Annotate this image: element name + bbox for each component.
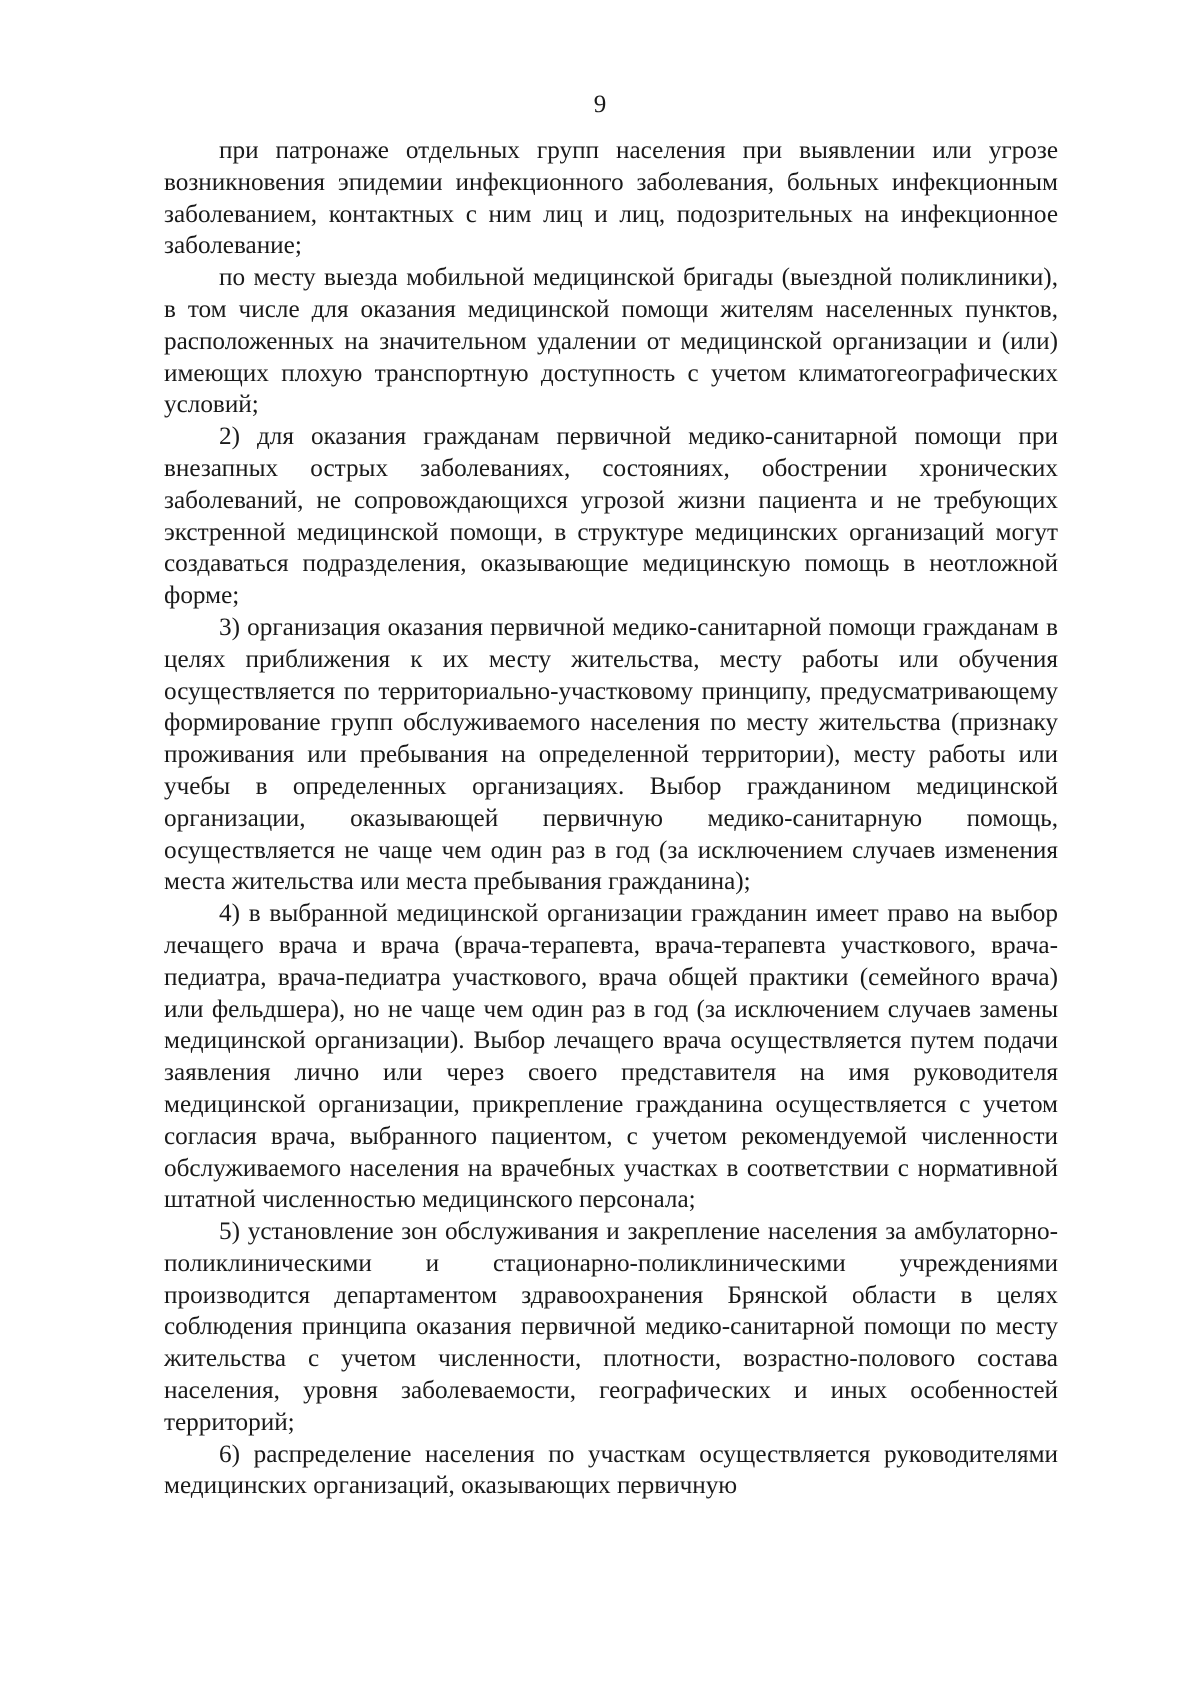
paragraph-item-4: 4) в выбранной медицинской организации гражданин имеет право на выбор лечащего врача и врача (врача-терапевта, врача-терапевта участкового, врача-педиатра, врача-педиатра участкового, врача общей практики (семейного врача) или фельдшера), но не чаще чем один раз в год (за исключением случаев замены медицинской организации). Выбор лечащего врача осуществляется путем подачи заявления лично или через своего представителя на имя руководителя медицинской организации, прикрепление гражданина осуществляется с учетом согласия врача, выбранного пациентом, с учетом рекомендуемой численности обслуживаемого населения на врачебных участках в соответствии с нормативной штатной численностью медицинского персонала; (164, 900, 1058, 1214)
paragraph-item-5: 5) установление зон обслуживания и закрепление населения за амбулаторно-поликлиническими и стационарно-поликлиническими учреждениями производится департаментом здравоохранения Брянской области в целях соблюдения принципа оказания первичной медико-санитарной помощи по месту жительства с учетом численности, плотности, возрастно-полового состава населения, уровня заболеваемости, географических и иных особенностей территорий; (164, 1218, 1058, 1436)
paragraph-patronage: при патронаже отдельных групп населения при выявлении или угрозе возникновения эпидемии инфекционного заболевания, больных инфекционным заболеванием, контактных с ним лиц и лиц, подозрительных на инфекционное заболевание; (164, 137, 1058, 260)
paragraph-item-2: 2) для оказания гражданам первичной медико-санитарной помощи при внезапных острых заболеваниях, состояниях, обострении хронических заболеваний, не сопровождающихся угрозой жизни пациента и не требующих экстренной медицинской помощи, в структуре медицинских организаций могут создаваться подразделения, оказывающие медицинскую помощь в неотложной форме; (164, 423, 1058, 610)
document-body (164, 135, 1058, 1502)
paragraph-item-6: 6) распределение населения по участкам осуществляется руководителями медицинских организаций, оказывающих первичную (164, 1440, 1058, 1500)
paragraph-mobile-brigade: по месту выезда мобильной медицинской бригады (выездной поликлиники), в том числе для оказания медицинской помощи жителям населенных пунктов, расположенных на значительном удалении от медицинской организации и (или) имеющих плохую транспортную доступность с учетом климатогеографических условий; (164, 264, 1058, 419)
paragraph-item-3: 3) организация оказания первичной медико-санитарной помощи гражданам в целях приближения к их месту жительства, месту работы или обучения осуществляется по территориально-участковому принципу, предусматривающему формирование групп обслуживаемого населения по месту жительства (признаку проживания или пребывания на определенной территории), месту работы или учебы в определенных организациях. Выбор гражданином медицинской организации, оказывающей первичную медико-санитарную помощь, осуществляется не чаще чем один раз в год (за исключением случаев изменения места жительства или места пребывания гражданина); (164, 613, 1058, 896)
page-number: 9 (593, 91, 607, 118)
